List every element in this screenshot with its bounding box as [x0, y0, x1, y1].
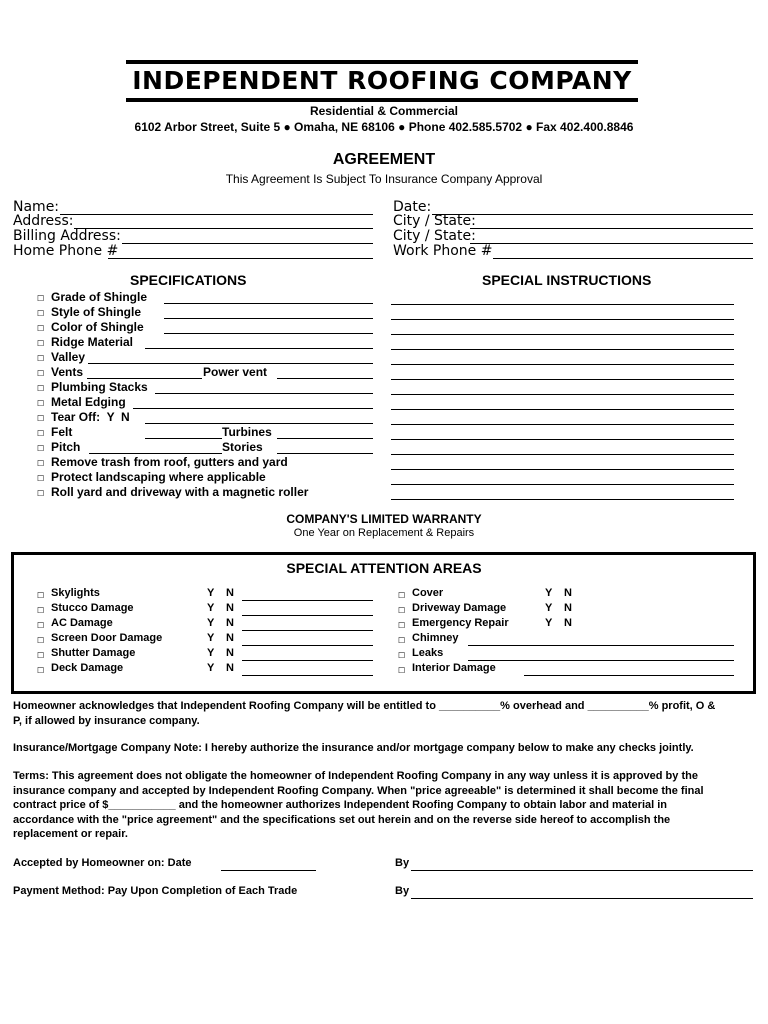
special-instructions-heading: SPECIAL INSTRUCTIONS — [482, 272, 652, 288]
billing-address-field[interactable] — [122, 243, 373, 244]
payment-method-label: Payment Method: Pay Upon Completion of Each Trade — [13, 885, 298, 897]
instruction-line[interactable] — [391, 379, 734, 380]
spec-stories-label: Stories — [222, 440, 263, 454]
no-option[interactable]: N — [226, 632, 234, 644]
spec-vents-label: Vents — [51, 365, 84, 379]
yes-option[interactable]: Y — [207, 662, 215, 674]
checkbox-icon[interactable]: ☐ — [398, 591, 406, 600]
company-name: INDEPENDENT ROOFING COMPANY — [126, 60, 638, 102]
accepted-label: Accepted by Homeowner on: Date — [13, 857, 192, 869]
agreement-subtitle: This Agreement Is Subject To Insurance Company Approval — [225, 172, 543, 186]
specifications-heading: SPECIFICATIONS — [130, 272, 247, 288]
checkbox-icon[interactable]: ☐ — [398, 606, 406, 615]
sa-shutter-field[interactable] — [242, 660, 373, 661]
address-label: Address: — [13, 213, 74, 229]
date-label: Date: — [393, 199, 432, 215]
instruction-line[interactable] — [391, 484, 734, 485]
warranty-subtitle: One Year on Replacement & Repairs — [293, 527, 475, 539]
spec-pitch-field[interactable] — [89, 453, 222, 454]
no-option[interactable]: N — [226, 662, 234, 674]
checkbox-icon[interactable]: ☐ — [37, 459, 45, 468]
spec-valley-field[interactable] — [88, 363, 373, 364]
instruction-line[interactable] — [391, 469, 734, 470]
date-field[interactable] — [432, 214, 753, 215]
work-phone-field[interactable] — [493, 258, 753, 259]
overhead-profit-text: Homeowner acknowledges that Independent Roofing Company will be entitled to __________% overhead and __________% profit, O & P, if allowed by insurance company. — [13, 700, 716, 727]
checkbox-icon[interactable]: ☐ — [37, 621, 45, 630]
sa-ac-label: AC Damage — [51, 617, 113, 629]
checkbox-icon[interactable]: ☐ — [398, 621, 406, 630]
spec-felt-label: Felt — [51, 425, 73, 439]
instruction-line[interactable] — [391, 454, 734, 455]
sa-interior-label: Interior Damage — [412, 662, 496, 674]
checkbox-icon[interactable]: ☐ — [37, 414, 45, 423]
city-state-field[interactable] — [470, 228, 753, 229]
instruction-line[interactable] — [391, 319, 734, 320]
sa-stucco-label: Stucco Damage — [51, 602, 134, 614]
sa-deck-field[interactable] — [242, 675, 373, 676]
insurance-note: Insurance/Mortgage Company Note: I hereby authorize the insurance and/or mortgage company below to make any checks jointly. — [13, 742, 694, 754]
no-option[interactable]: N — [226, 602, 234, 614]
sa-skylights-label: Skylights — [51, 587, 100, 599]
no-option[interactable]: N — [564, 617, 572, 629]
checkbox-icon[interactable]: ☐ — [37, 489, 45, 498]
spec-pitch-label: Pitch — [51, 440, 81, 454]
spec-stories-field[interactable] — [277, 453, 373, 454]
instruction-line[interactable] — [391, 304, 734, 305]
spec-felt-field[interactable] — [145, 438, 222, 439]
spec-color-label: Color of Shingle — [51, 320, 144, 334]
checkbox-icon[interactable]: ☐ — [37, 369, 45, 378]
sa-leaks-field[interactable] — [468, 660, 734, 661]
sa-deck-label: Deck Damage — [51, 662, 124, 674]
spec-ridge-label: Ridge Material — [51, 335, 134, 349]
spec-grade-label: Grade of Shingle — [51, 290, 148, 304]
checkbox-icon[interactable]: ☐ — [37, 591, 45, 600]
checkbox-icon[interactable]: ☐ — [37, 636, 45, 645]
yes-option[interactable]: Y — [545, 617, 553, 629]
yes-option[interactable]: Y — [207, 632, 215, 644]
sa-ac-field[interactable] — [242, 630, 373, 631]
checkbox-icon[interactable]: ☐ — [37, 294, 45, 303]
agreement-title: AGREEMENT — [332, 151, 436, 168]
instruction-line[interactable] — [391, 364, 734, 365]
spec-valley-label: Valley — [51, 350, 86, 364]
instruction-line[interactable] — [391, 349, 734, 350]
instruction-line[interactable] — [391, 499, 734, 500]
spec-vents-field[interactable] — [87, 378, 202, 379]
checkbox-icon[interactable]: ☐ — [37, 474, 45, 483]
spec-edging-field[interactable] — [133, 408, 373, 409]
sa-interior-field[interactable] — [524, 675, 734, 676]
no-option[interactable]: N — [226, 617, 234, 629]
sa-stucco-field[interactable] — [242, 615, 373, 616]
sa-shutter-label: Shutter Damage — [51, 647, 136, 659]
billing-address-label: Billing Address: — [13, 228, 121, 244]
sa-skylights-field[interactable] — [242, 600, 373, 601]
checkbox-icon[interactable]: ☐ — [37, 354, 45, 363]
yes-option[interactable]: Y — [545, 602, 553, 614]
no-option[interactable]: N — [564, 587, 572, 599]
accepted-signature-field[interactable] — [411, 870, 753, 871]
spec-tearoff-label: Tear Off: Y N — [51, 410, 130, 424]
no-option[interactable]: N — [564, 602, 572, 614]
spec-roll-label: Roll yard and driveway with a magnetic roller — [51, 485, 309, 499]
spec-plumbing-label: Plumbing Stacks — [51, 380, 148, 394]
sa-leaks-label: Leaks — [412, 647, 444, 659]
sa-cover-label: Cover — [412, 587, 444, 599]
checkbox-icon[interactable]: ☐ — [398, 651, 406, 660]
yes-option[interactable]: Y — [545, 587, 553, 599]
tagline: Residential & Commercial — [309, 104, 459, 118]
work-phone-label: Work Phone # — [393, 243, 493, 259]
yes-option[interactable]: Y — [207, 617, 215, 629]
checkbox-icon[interactable]: ☐ — [37, 606, 45, 615]
checkbox-icon[interactable]: ☐ — [398, 666, 406, 675]
checkbox-icon[interactable]: ☐ — [37, 651, 45, 660]
spec-style-field[interactable] — [164, 318, 373, 319]
instruction-line[interactable] — [391, 334, 734, 335]
spec-color-field[interactable] — [164, 333, 373, 334]
checkbox-icon[interactable]: ☐ — [37, 324, 45, 333]
special-attention-heading: SPECIAL ATTENTION AREAS — [286, 560, 482, 576]
home-phone-label: Home Phone # — [13, 243, 119, 259]
payment-signature-field[interactable] — [411, 898, 753, 899]
accepted-date-field[interactable] — [221, 870, 316, 871]
spec-style-label: Style of Shingle — [51, 305, 142, 319]
no-option[interactable]: N — [226, 587, 234, 599]
checkbox-icon[interactable]: ☐ — [398, 636, 406, 645]
home-phone-field[interactable] — [108, 258, 373, 259]
checkbox-icon[interactable]: ☐ — [37, 666, 45, 675]
spec-turbines-field[interactable] — [277, 438, 373, 439]
by-label: By — [395, 885, 410, 897]
warranty-title: COMPANY'S LIMITED WARRANTY — [286, 512, 482, 526]
instruction-line[interactable] — [391, 424, 734, 425]
spec-edging-label: Metal Edging — [51, 395, 126, 409]
spec-trash-label: Remove trash from roof, gutters and yard — [51, 455, 288, 469]
checkbox-icon[interactable]: ☐ — [37, 399, 45, 408]
yes-option[interactable]: Y — [207, 602, 215, 614]
spec-ridge-field[interactable] — [145, 348, 373, 349]
sa-screen-door-label: Screen Door Damage — [51, 632, 163, 644]
instruction-line[interactable] — [391, 409, 734, 410]
sa-chimney-field[interactable] — [468, 645, 734, 646]
checkbox-icon[interactable]: ☐ — [37, 429, 45, 438]
spec-tearoff-field[interactable] — [145, 423, 373, 424]
sa-chimney-label: Chimney — [412, 632, 459, 644]
checkbox-icon[interactable]: ☐ — [37, 444, 45, 453]
terms-text: Terms: This agreement does not obligate the homeowner of Independent Roofing Company in any way unless it is approved by the insurance company and accepted by Independent Roofing Company. When "price agreeable" is determined it shall become the final contract price of $___________ and the homeowner authorizes Independent Roofing Company to obtain labor and material in accordance with the "price agreement" and the specifications set out herein and on the reverse side hereof to accomplish the replacement or repair. — [13, 770, 704, 840]
spec-power-vent-label: Power vent — [203, 365, 268, 379]
yes-option[interactable]: Y — [207, 587, 215, 599]
city-state-label: City / State: — [393, 213, 476, 229]
instruction-line[interactable] — [391, 439, 734, 440]
yes-option[interactable]: Y — [207, 647, 215, 659]
billing-city-state-label: City / State: — [393, 228, 476, 244]
checkbox-icon[interactable]: ☐ — [37, 339, 45, 348]
sa-emergency-label: Emergency Repair — [412, 617, 509, 629]
name-label: Name: — [13, 199, 60, 215]
spec-landscaping-label: Protect landscaping where applicable — [51, 470, 266, 484]
name-field[interactable] — [60, 214, 373, 215]
checkbox-icon[interactable]: ☐ — [37, 309, 45, 318]
sa-driveway-label: Driveway Damage — [412, 602, 507, 614]
by-label: By — [395, 857, 410, 869]
spec-turbines-label: Turbines — [222, 425, 272, 439]
no-option[interactable]: N — [226, 647, 234, 659]
instruction-line[interactable] — [391, 394, 734, 395]
billing-city-state-field[interactable] — [470, 243, 753, 244]
spec-plumbing-field[interactable] — [155, 393, 373, 394]
spec-power-vent-field[interactable] — [277, 378, 373, 379]
company-address: 6102 Arbor Street, Suite 5 ● Omaha, NE 68106 ● Phone 402.585.5702 ● Fax 402.400.8846 — [134, 120, 634, 134]
sa-screen-door-field[interactable] — [242, 645, 373, 646]
spec-grade-field[interactable] — [164, 303, 373, 304]
checkbox-icon[interactable]: ☐ — [37, 384, 45, 393]
